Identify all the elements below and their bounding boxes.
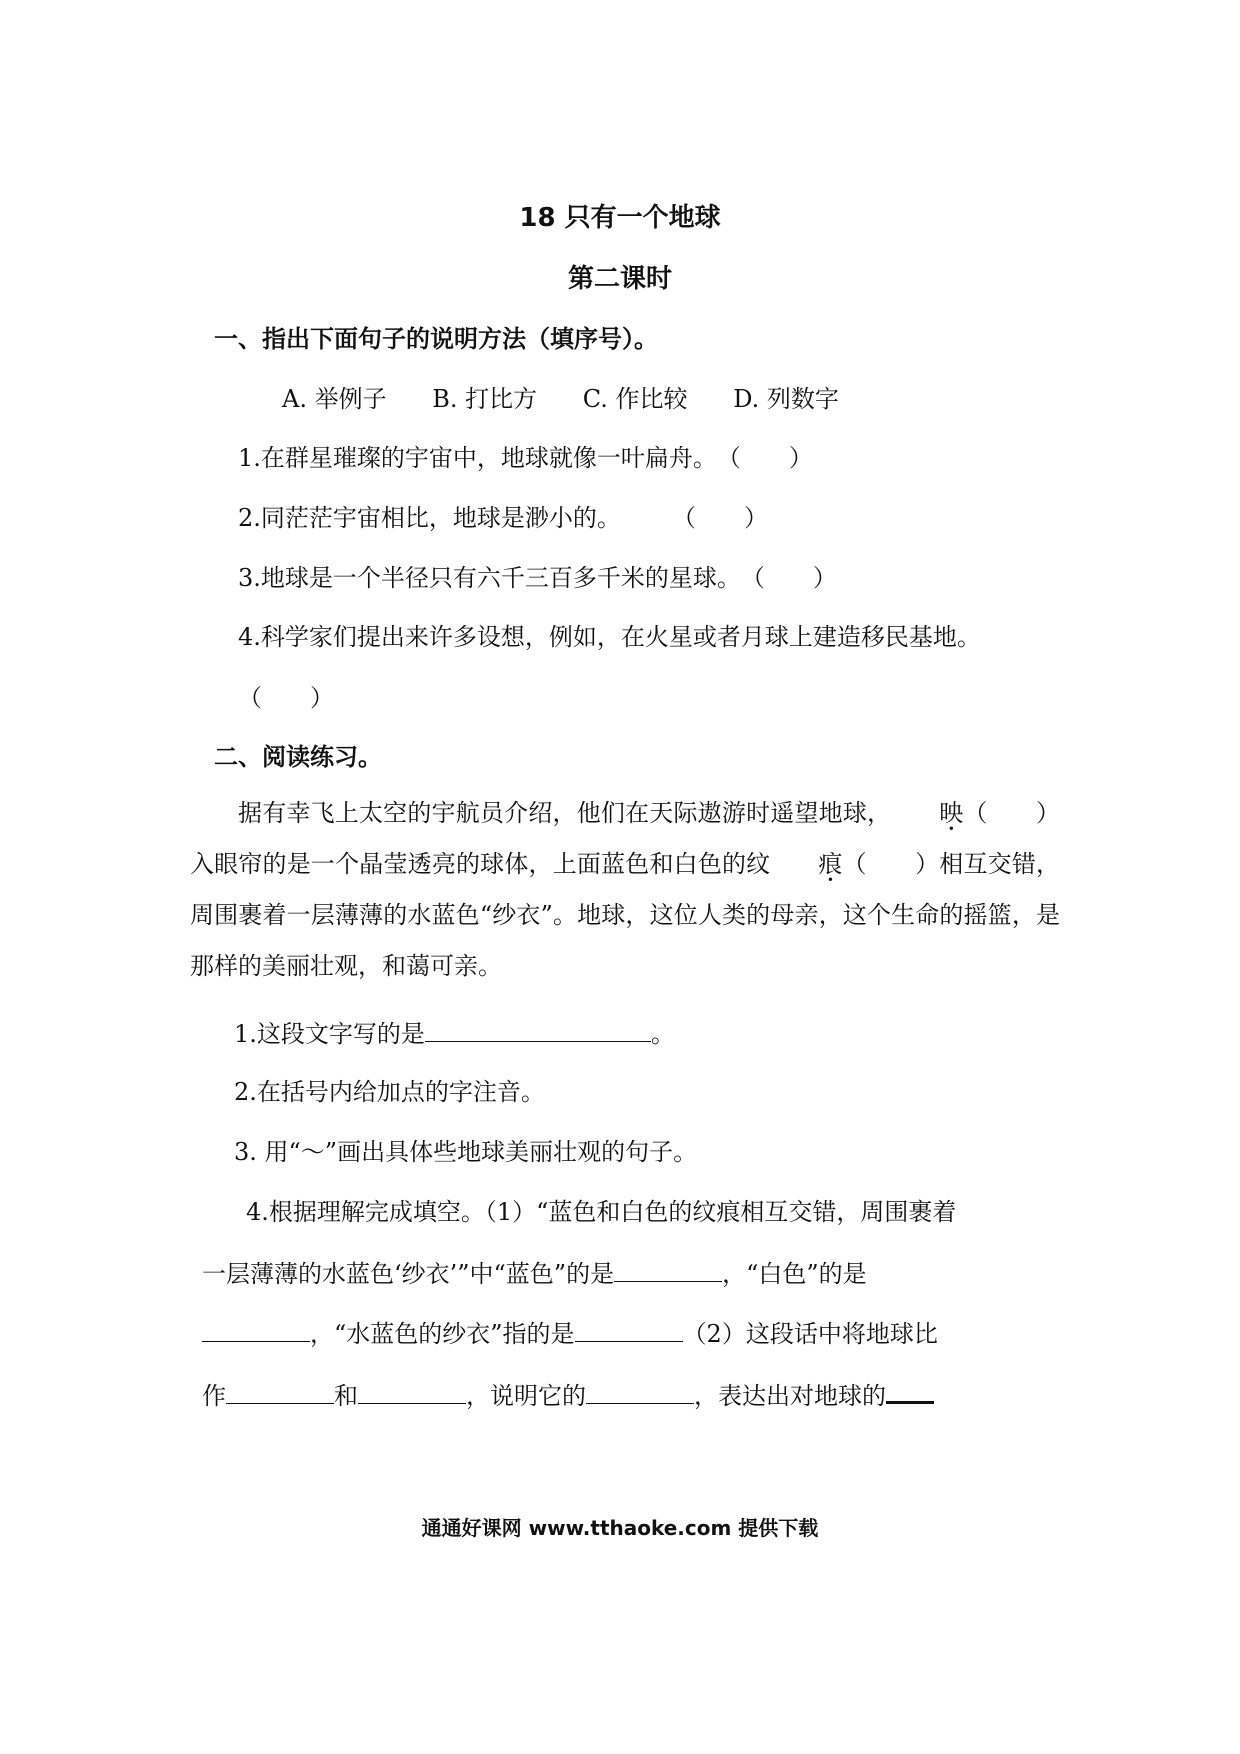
answer-blank[interactable]: [425, 1017, 651, 1042]
question-1-4: 4.科学家们提出来许多设想，例如，在火星或者月球上建造移民基地。: [238, 623, 981, 651]
answer-blank-meaning[interactable]: [586, 1379, 694, 1404]
passage-text: 据有幸飞上太空的宇航员介绍，他们在天际遨游时遥望地球， 映（ ）入眼帘的是一个晶莹透亮的球体，上面蓝色和白色的纹 痕（ ）相互交错，周围裹着一层薄薄的水蓝色“纱衣”。地球，这位人类的母亲，这个生命的摇篮，是那样的美丽壮观，和蔼可亲。: [190, 788, 1060, 992]
question-1-2: [238, 503, 768, 533]
question-2-1: 1.这段文字写的是 。: [234, 1017, 675, 1049]
reading-passage: [190, 788, 1060, 992]
answer-blank-veil[interactable]: [575, 1317, 683, 1342]
answer-blank-blue[interactable]: [614, 1257, 722, 1282]
options-row: [282, 384, 877, 414]
question-2-4-line3: ，“水蓝色的纱衣”指的是 （2）这段话中将地球比: [202, 1317, 938, 1349]
question-1-1: [238, 443, 813, 473]
question-2-4-line1: 4.根据理解完成填空。（1）“蓝色和白色的纹痕相互交错，周围裹着: [246, 1198, 957, 1226]
question-text: 3.地球是一个半径只有六千三百多千米的星球。: [238, 564, 741, 592]
answer-blank-feeling[interactable]: [886, 1377, 934, 1404]
answer-blank-white[interactable]: [202, 1317, 310, 1342]
question-2-3: 3. 用“～”画出具体些地球美丽壮观的句子。: [234, 1138, 698, 1166]
answer-blank-compare-2[interactable]: [358, 1379, 466, 1404]
question-1-3: [238, 563, 837, 593]
question-2-4-line4: 作 和 ，说明它的 ，表达出对地球的: [202, 1377, 934, 1411]
page-subtitle: 第二课时: [567, 264, 672, 294]
answer-blank-compare-1[interactable]: [226, 1379, 334, 1404]
option-c: C. 作比较: [582, 385, 688, 413]
option-a: A. 举例子: [282, 385, 387, 413]
page-title: 18 只有一个地球: [519, 203, 721, 233]
question-text: 2.同茫茫宇宙相比，地球是渺小的。: [238, 504, 621, 532]
dotted-char-hen: 痕: [818, 850, 843, 878]
question-2-4-line2: 一层薄薄的水蓝色‘纱衣’”中“蓝色”的是 ，“白色”的是: [202, 1257, 867, 1289]
answer-paren[interactable]: （ ）: [672, 504, 768, 532]
option-b: B. 打比方: [432, 385, 538, 413]
question-2-2: 2.在括号内给加点的字注音。: [234, 1078, 545, 1106]
answer-paren[interactable]: （ ）: [716, 444, 813, 472]
page-footer: 通通好课网 www.tthaoke.com 提供下载: [421, 1516, 819, 1540]
question-text: 1.在群星璀璨的宇宙中，地球就像一叶扁舟。: [238, 444, 717, 472]
answer-paren-1-4[interactable]: （ ）: [238, 684, 334, 712]
option-d: D. 列数字: [733, 385, 839, 413]
section2-heading: 二、阅读练习。: [214, 743, 382, 771]
dotted-char-ying: 映: [939, 799, 964, 827]
section1-heading: 一、指出下面句子的说明方法（填序号）。: [214, 325, 658, 353]
answer-paren[interactable]: （ ）: [740, 564, 837, 592]
